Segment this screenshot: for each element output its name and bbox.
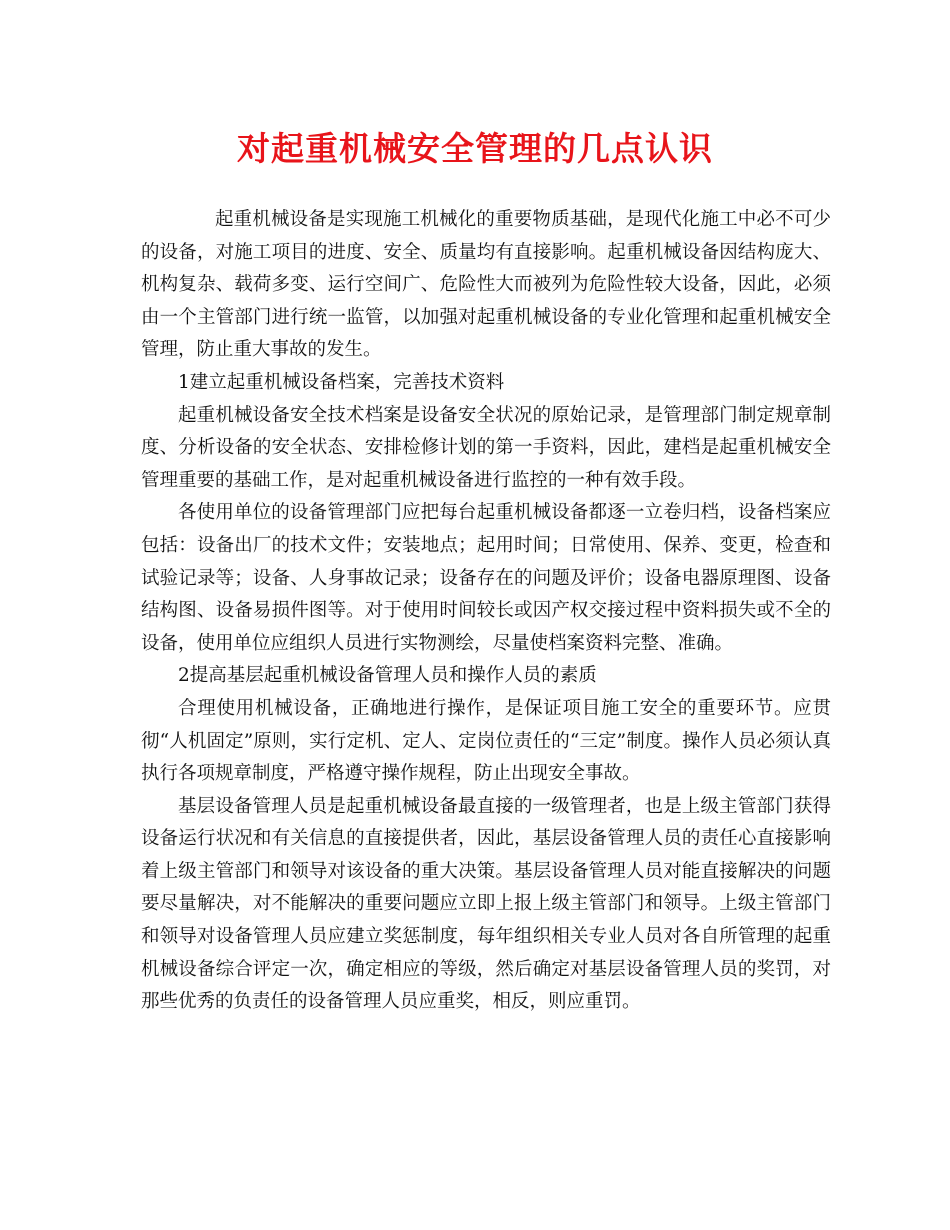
paragraph-management: 基层设备管理人员是起重机械设备最直接的一级管理者，也是上级主管部门获得设备运行状况和有关信息的直接提供者，因此，基层设备管理人员的责任心直接影响着上级主管部门和领导对该设备的重大决策。基层设备管理人员对能直接解决的问题要尽量解决，对不能解决的重要问题应立即上报上级主管部门和领导。上级主管部门和领导对设备管理人员应建立奖惩制度，每年组织相关专业人员对各自所管理的起重机械设备综合评定一次，确定相应的等级，然后确定对基层设备管理人员的奖罚，对那些优秀的负责任的设备管理人员应重奖，相反，则应重罚。 xyxy=(141,795,831,1013)
paragraph-intro: 起重机械设备是实现施工机械化的重要物质基础，是现代化施工中必不可少的设备，对施工项目的进度、安全、质量均有直接影响。起重机械设备因结构庞大、机构复杂、载荷多变、运行空间广、危险性大而被列为危险性较大设备，因此，必须由一个主管部门进行统一监管，以加强对起重机械设备的专业化管理和起重机械安全管理，防止重大事故的发生。 xyxy=(141,209,831,361)
paragraph-archive-importance: 起重机械设备安全技术档案是设备安全状况的原始记录，是管理部门制定规章制度、分析设备的安全状态、安排检修计划的第一手资料，因此，建档是起重机械安全管理重要的基础工作，是对起重机械设备进行监控的一种有效手段。 xyxy=(141,404,831,491)
section-heading-2: 2提高基层起重机械设备管理人员和操作人员的素质 xyxy=(178,665,597,687)
paragraph-archive-contents: 各使用单位的设备管理部门应把每台起重机械设备都逐一立卷归档，设备档案应包括：设备出厂的技术文件；安装地点；起用时间；日常使用、保养、变更，检查和试验记录等；设备、人身事故记录；设备存在的问题及评价；设备电器原理图、设备结构图、设备易损件图等。对于使用时间较长或因产权交接过程中资料损失或不全的设备，使用单位应组织人员进行实物测绘，尽量使档案资料完整、准确。 xyxy=(141,502,831,654)
paragraph-operation: 合理使用机械设备，正确地进行操作，是保证项目施工安全的重要环节。应贯彻“人机固定”原则，实行定机、定人、定岗位责任的“三定”制度。操作人员必须认真执行各项规章制度，严格遵守操作规程，防止出现安全事故。 xyxy=(141,697,831,785)
section-heading-1: 1建立起重机械设备档案，完善技术资料 xyxy=(178,371,505,393)
document-body xyxy=(141,204,831,1019)
page-title: 对起重机械安全管理的几点认识 xyxy=(237,129,713,168)
